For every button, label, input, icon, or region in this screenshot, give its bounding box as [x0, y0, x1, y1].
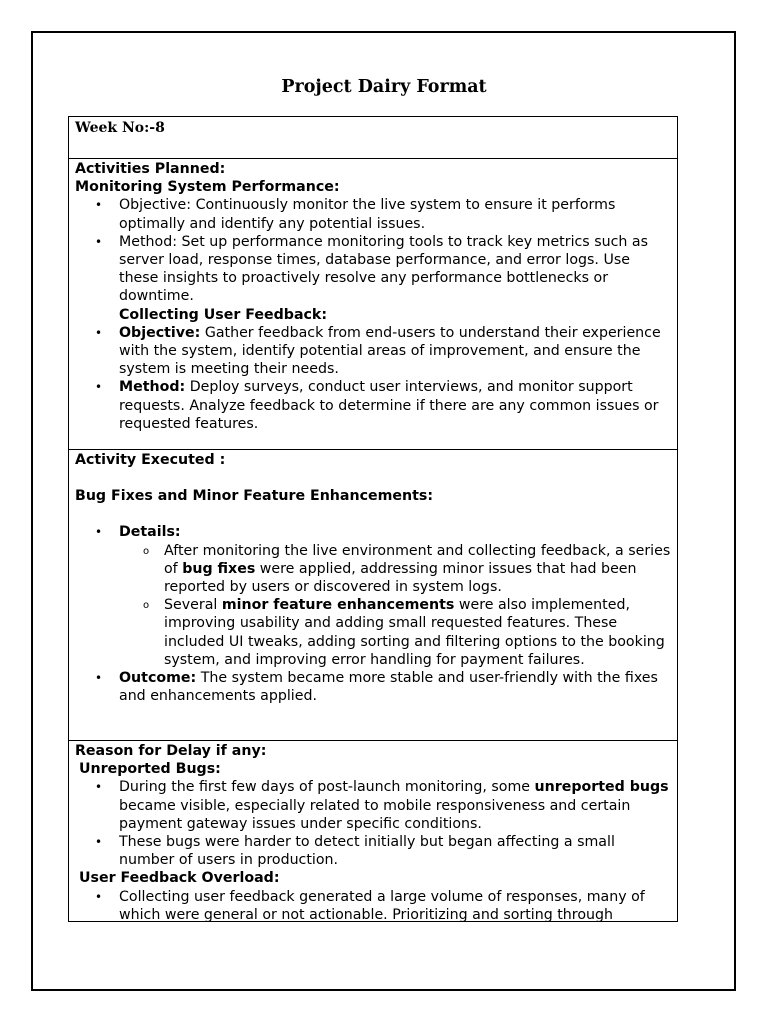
- item-text: became visible, especially related to mobile responsiveness and certain payment gateway issues under specific conditions.: [119, 797, 631, 832]
- delay-subheading-bugs: Unreported Bugs:: [79, 761, 221, 778]
- outcome-label: Outcome:: [119, 670, 197, 687]
- list-item: • These bugs were harder to detect initially but began affecting a small number of users in production.: [75, 833, 671, 869]
- item-text: Several: [164, 597, 222, 614]
- item-emphasis: unreported bugs: [534, 779, 669, 796]
- executed-subheading: Bug Fixes and Minor Feature Enhancements:: [75, 488, 434, 505]
- sub-list-item: [75, 542, 671, 597]
- delay-subheading-feedback: User Feedback Overload:: [79, 870, 280, 887]
- item-text: During the first few days of post-launch monitoring, some: [119, 779, 535, 796]
- item-text: were also implemented, improving usability and adding small requested features. These included UI tweaks, adding sorting and filtering options to the booking system, and improving error handling for payment failures.: [164, 597, 665, 668]
- list-item: [75, 324, 671, 379]
- planned-list-1: [75, 196, 671, 305]
- item-text: Deploy surveys, conduct user interviews, and monitor support requests. Analyze feedback to determine if there are any common issues or requested features.: [119, 379, 659, 432]
- item-label: Objective:: [119, 324, 201, 341]
- details-label: Details:: [119, 524, 181, 541]
- diary-table: [68, 116, 678, 922]
- delay-heading: Reason for Delay if any:: [75, 743, 267, 759]
- item-text: The system became more stable and user-friendly with the fixes and enhancements applied.: [119, 670, 658, 705]
- week-label: Week No:-8: [75, 120, 165, 136]
- item-emphasis: minor feature enhancements: [221, 597, 455, 614]
- details-sublist: [75, 542, 671, 669]
- executed-list: [75, 523, 671, 541]
- list-item: • Objective: Continuously monitor the live system to ensure it performs optimally and identify any potential issues.: [75, 196, 671, 232]
- list-item: [75, 378, 671, 433]
- planned-subheading-monitoring: Monitoring System Performance:: [75, 179, 340, 196]
- planned-list-2: [75, 324, 671, 433]
- outcome-list: [75, 669, 671, 705]
- list-item: • Collecting user feedback generated a large volume of responses, many of which were general or not actionable. Prioritizing and sorting through: [75, 888, 671, 922]
- delay-reason-cell: [69, 741, 677, 922]
- sub-list-item: [75, 596, 671, 669]
- item-emphasis: bug fixes: [182, 560, 256, 577]
- planned-heading: Activities Planned:: [75, 161, 226, 177]
- list-item: [75, 778, 671, 833]
- list-item: [75, 523, 671, 541]
- delay-list-1: [75, 778, 671, 869]
- list-item: [75, 669, 671, 705]
- planned-subheading-feedback: Collecting User Feedback:: [119, 306, 328, 323]
- item-label: Method:: [119, 379, 186, 396]
- activity-executed-cell: [69, 450, 677, 741]
- page-title: Project Dairy Format: [281, 77, 487, 97]
- item-text: were applied, addressing minor issues that had been reported by users or discovered in system logs.: [164, 560, 637, 596]
- item-text: Gather feedback from end-users to understand their experience with the system, identify potential areas of improvement, and ensure the system is meeting their needs.: [119, 324, 661, 378]
- delay-list-2: [75, 888, 671, 922]
- activities-planned-cell: [69, 159, 677, 450]
- item-text: After monitoring the live environment and collecting feedback, a series of: [164, 542, 671, 577]
- executed-heading: Activity Executed :: [75, 452, 226, 468]
- list-item: • Method: Set up performance monitoring tools to track key metrics such as server load, response times, database performance, and error logs. Use these insights to proactively resolve any performance bottlenecks or downtime.: [75, 233, 671, 306]
- week-cell: [69, 117, 677, 159]
